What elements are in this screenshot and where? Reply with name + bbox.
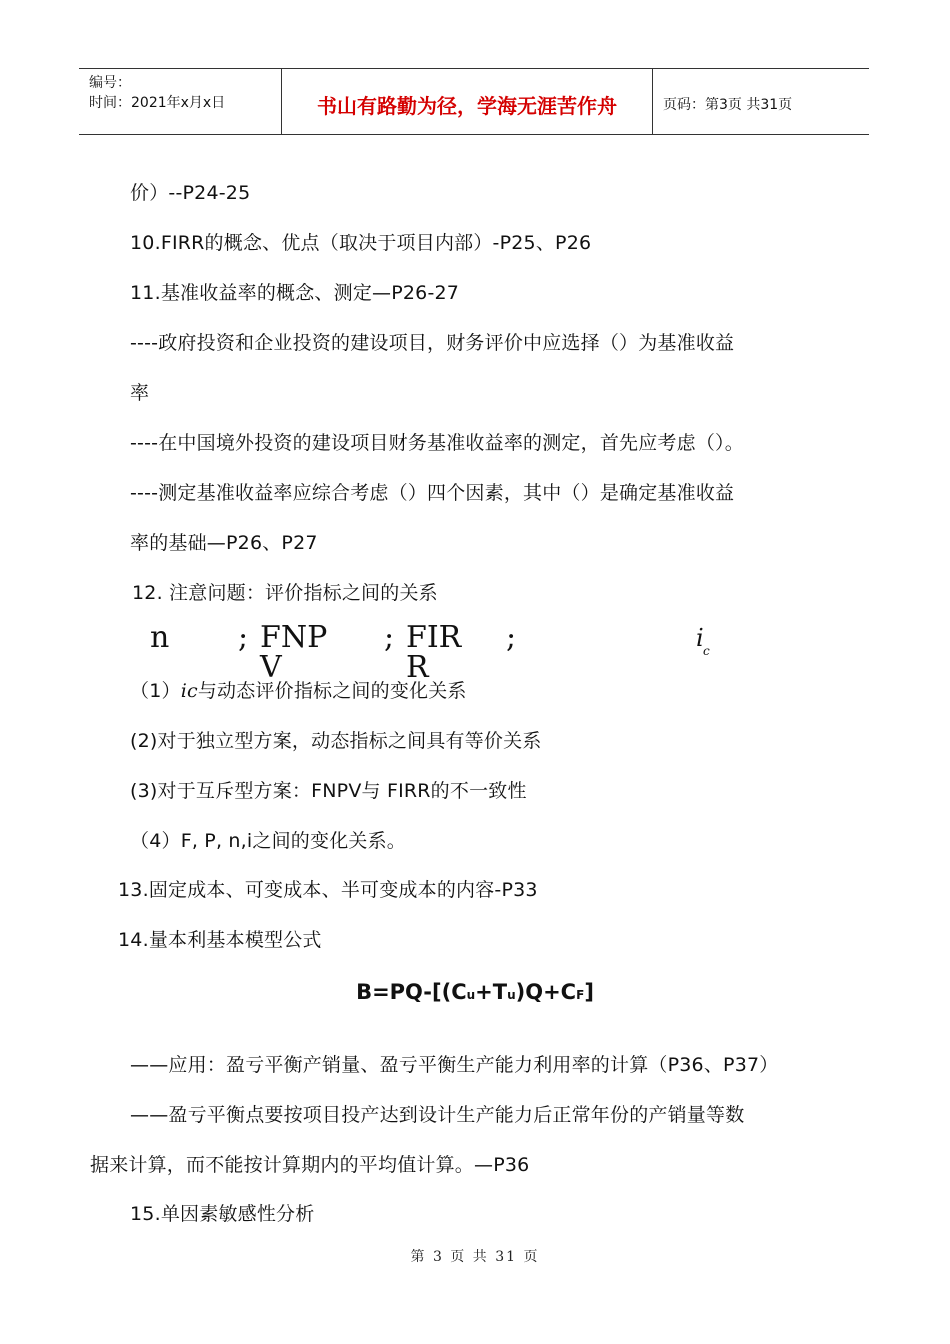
formula-n: n — [150, 620, 170, 655]
formula-fnp: FNP — [260, 620, 328, 655]
page-header — [79, 68, 869, 135]
formula-semicolon: ; — [384, 620, 395, 655]
formula-part: )Q+C — [515, 980, 577, 1004]
break-even-formula — [0, 980, 950, 1004]
item-text: 与动态评价指标之间的变化关系 — [197, 680, 467, 702]
formula-part: B=PQ-[(C — [356, 980, 467, 1004]
formula-i: i — [696, 624, 704, 652]
text-line: 10.FIRR的概念、优点（取决于项目内部）-P25、P26 — [130, 232, 592, 254]
text-line: 14.量本利基本模型公式 — [118, 929, 322, 951]
text-line: ——应用：盈亏平衡产销量、盈亏平衡生产能力利用率的计算（P36、P37） — [130, 1054, 779, 1076]
formula-c: c — [703, 644, 710, 658]
text-line: 率 — [130, 382, 150, 404]
text-line: 率的基础—P26、P27 — [130, 532, 318, 554]
text-line: 13.固定成本、可变成本、半可变成本的内容-P33 — [118, 879, 538, 901]
header-motto: 书山有路勤为径，学海无涯苦作舟 — [281, 69, 653, 134]
serial-label: 编号： — [89, 75, 131, 91]
text-line: ----政府投资和企业投资的建设项目，财务评价中应选择（）为基准收益 — [130, 332, 735, 354]
formula-sub: u — [466, 988, 476, 1002]
text-line — [130, 678, 467, 704]
header-left-cell — [79, 69, 281, 134]
formula-semicolon: ; — [506, 620, 517, 655]
formula-semicolon: ; — [238, 620, 249, 655]
header-page-info: 页码：第3页 共31页 — [663, 96, 793, 113]
text-line: (3)对于互斥型方案：FNPV与 FIRR的不一致性 — [130, 780, 527, 802]
text-line: 11.基准收益率的概念、测定—P26-27 — [130, 282, 460, 304]
formula-r: R — [406, 650, 429, 685]
formula-part: +T — [475, 980, 508, 1004]
formula-sub: F — [576, 988, 585, 1002]
formula-sub: u — [507, 988, 516, 1002]
text-line: (2)对于独立型方案，动态指标之间具有等价关系 — [130, 730, 542, 752]
item-prefix: （1） — [130, 680, 181, 702]
ic-symbol: ic — [180, 680, 198, 702]
text-line: 12. 注意问题：评价指标之间的关系 — [132, 582, 438, 604]
formula-v: V — [260, 650, 282, 685]
text-line: ----在中国境外投资的建设项目财务基准收益率的测定，首先应考虑（）。 — [130, 432, 744, 454]
text-line: 15.单因素敏感性分析 — [130, 1203, 315, 1225]
time-label: 时间：2021年x月x日 — [89, 95, 226, 111]
formula-fir: FIR — [406, 620, 462, 655]
page-footer: 第 3 页 共 31 页 — [410, 1249, 540, 1265]
text-line: 据来计算，而不能按计算期内的平均值计算。—P36 — [90, 1154, 530, 1176]
text-line: 价）--P24-25 — [130, 182, 251, 204]
formula-part: ] — [584, 980, 594, 1004]
text-line: ——盈亏平衡点要按项目投产达到设计生产能力后正常年份的产销量等数 — [130, 1104, 745, 1126]
text-line: ----测定基准收益率应综合考虑（）四个因素，其中（）是确定基准收益 — [130, 482, 735, 504]
text-line: （4）F, P, n,i之间的变化关系。 — [130, 830, 406, 852]
